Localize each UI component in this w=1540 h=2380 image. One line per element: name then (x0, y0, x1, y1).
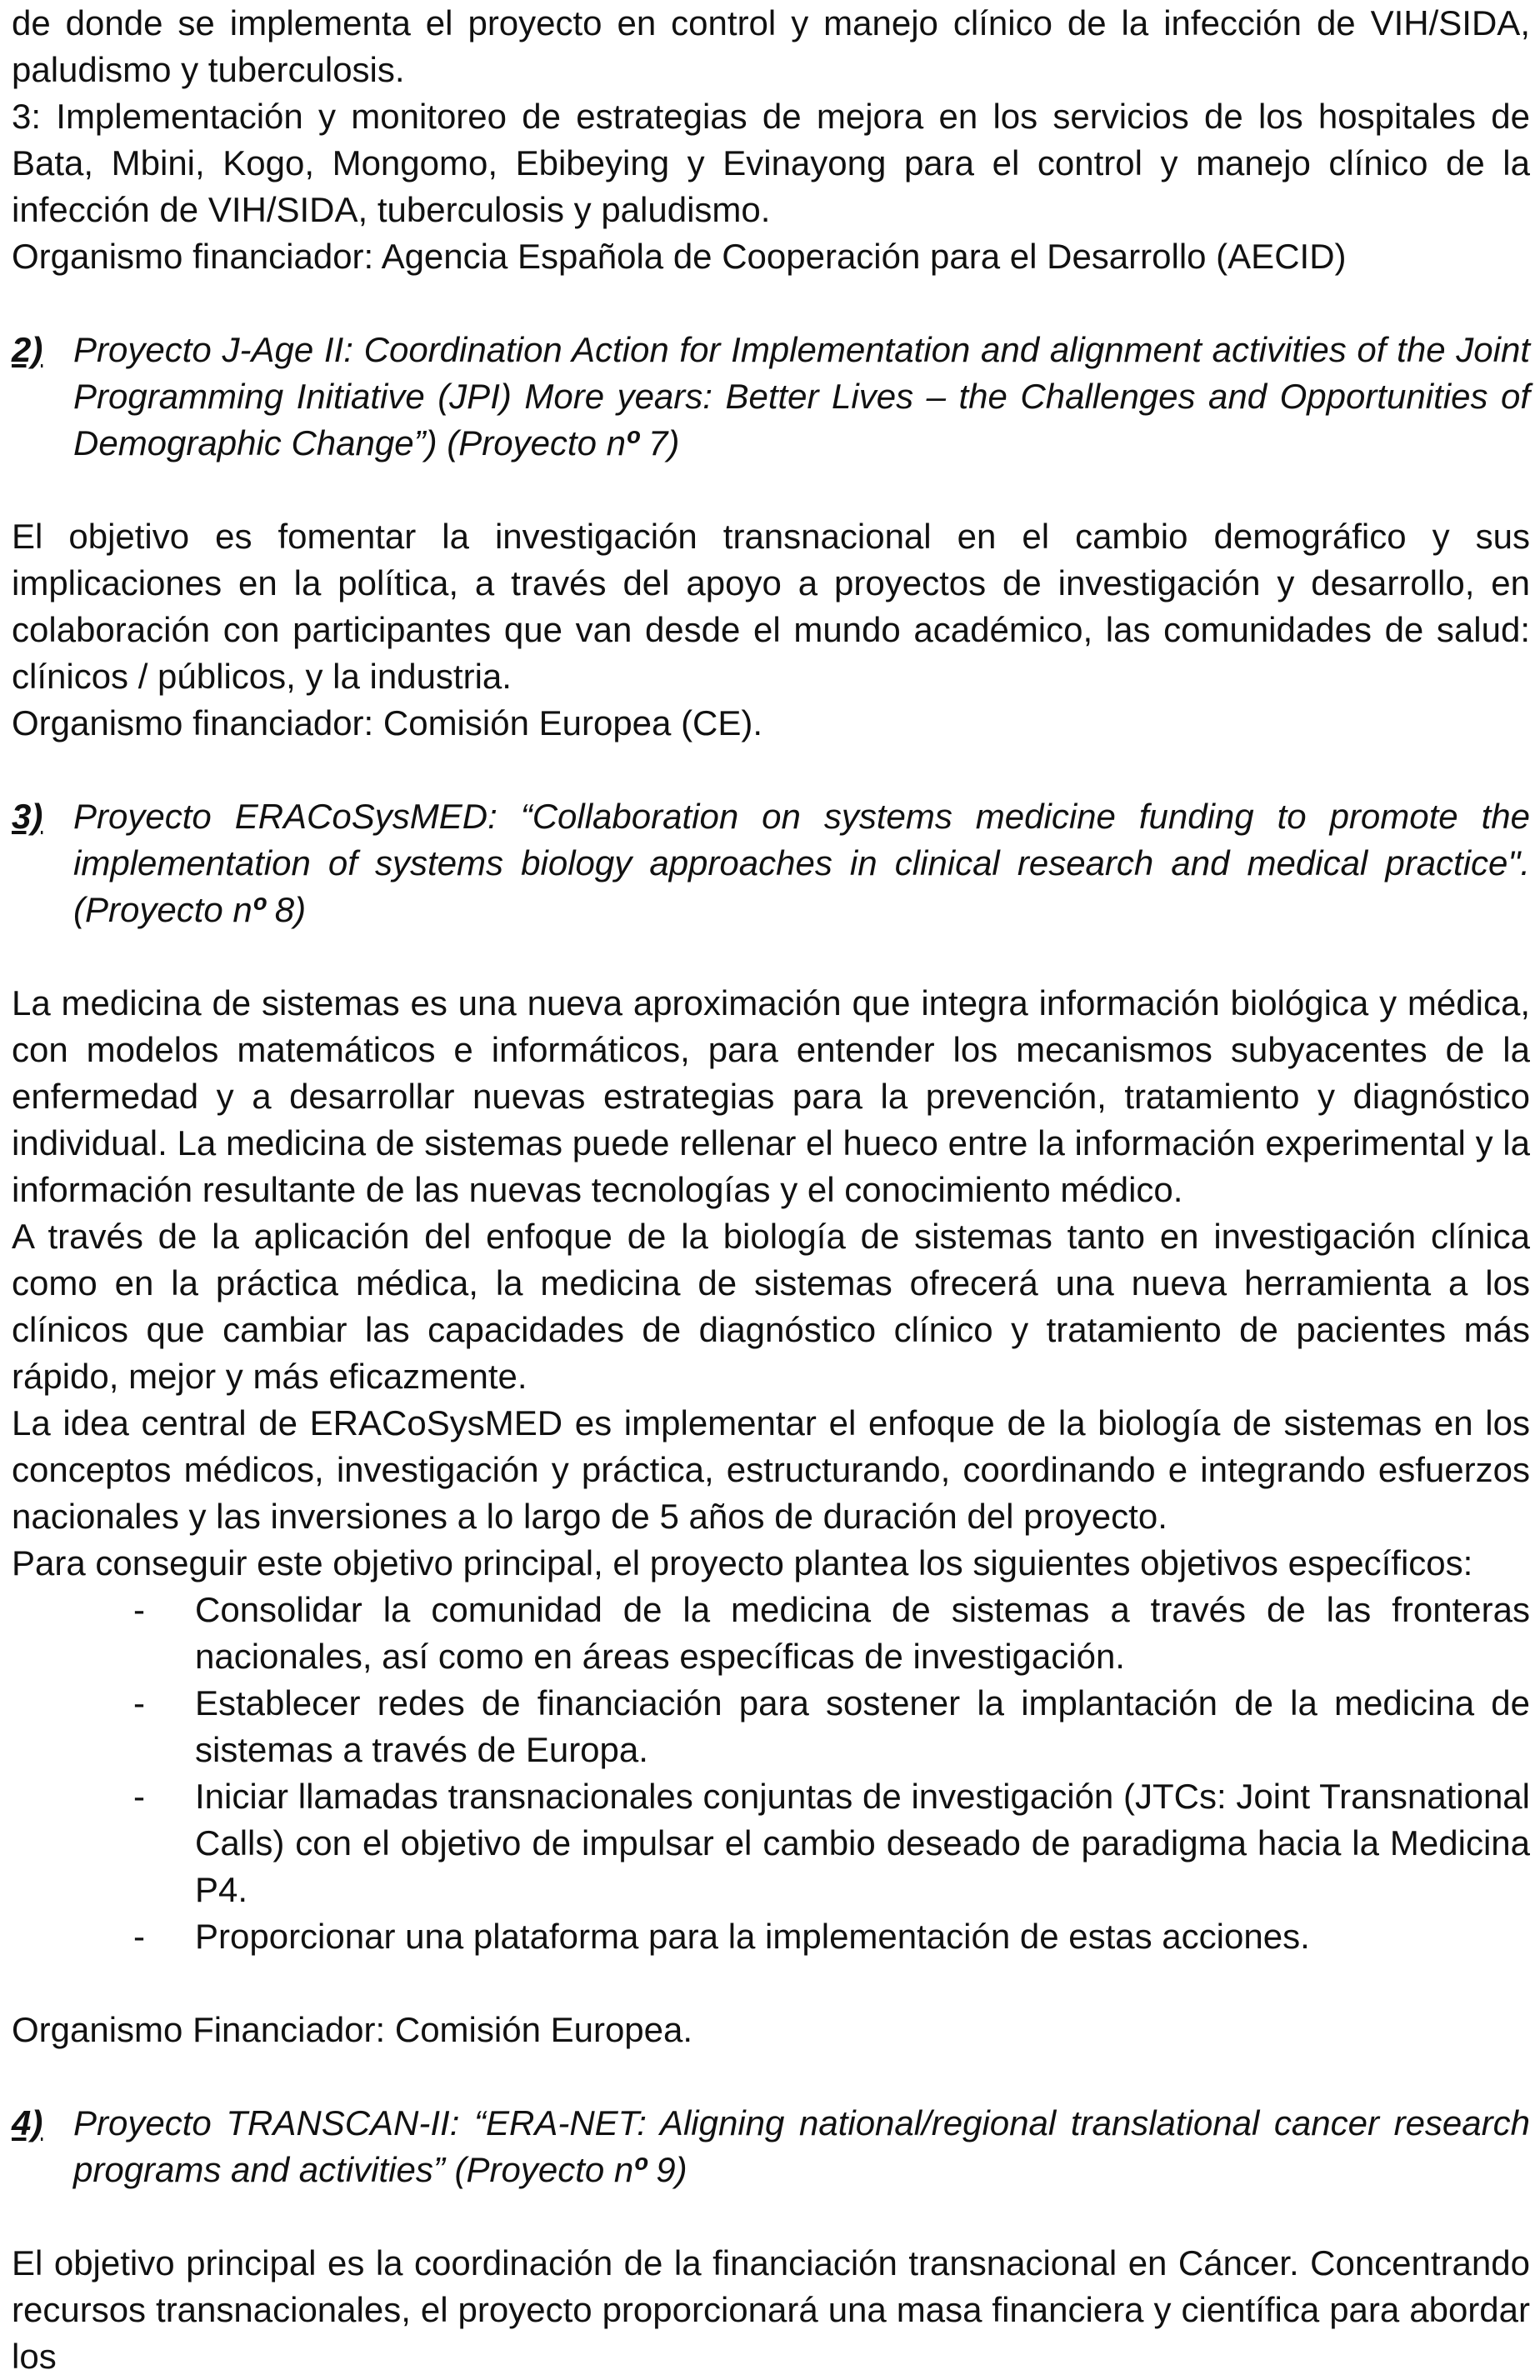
list-item-text: Proporcionar una plataforma para la implementación de estas acciones. (195, 1917, 1310, 1956)
intro-paragraph-1: de donde se implementa el proyecto en control y manejo clínico de la infección de VIH/SIDA, paludismo y tuberculosis. (12, 3, 1530, 89)
project-4-title-end: 9) (646, 2150, 688, 2189)
project-3-title: Proyecto ERACoSysMED: “Collaboration on systems medicine funding to promote the implementation of systems biology approaches in clinical research and medical practice".(Proyecto n (73, 797, 1530, 929)
list-item (12, 1913, 1530, 1960)
project-3-paragraph-3: La idea central de ERACoSysMED es implementar el enfoque de la biología de sistemas en los conceptos médicos, investigación y práctica, estructurando, coordinando e integrando esfuerzos nacionales y las inversiones a lo largo de 5 años de duración del proyecto. (12, 1403, 1530, 1536)
list-item (12, 1680, 1530, 1773)
project-2-title-end: 7) (638, 423, 680, 462)
project-3-ordinal: º (252, 890, 266, 929)
project-3-paragraph-2: A través de la aplicación del enfoque de la biología de sistemas tanto en investigación clínica como en la práctica médica, la medicina de sistemas ofrecerá una nueva herramienta a los clínicos que cambiar las capacidades de diagnóstico clínico y tratamiento de pacientes más rápido, mejor y más eficazmente. (12, 1217, 1530, 1396)
project-4-title: Proyecto TRANSCAN-II: “ERA-NET: Aligning national/regional translational cancer research programs and activities” (Proyecto n (73, 2103, 1530, 2189)
project-3-objectives-list (12, 1587, 1530, 1960)
list-dash: - (133, 1683, 145, 1722)
project-3-paragraph-1: La medicina de sistemas es una nueva aproximación que integra información biológica y médica, con modelos matemáticos e informáticos, para entender los mecanismos subyacentes de la enfermedad y a desarrollar nuevas estrategias para la prevención, tratamiento y diagnóstico individual. La medicina de sistemas puede rellenar el hueco entre la información experimental y la información resultante de las nuevas tecnologías y el conocimiento médico. (12, 983, 1530, 1209)
project-3-paragraph-4: Para conseguir este objetivo principal, el proyecto plantea los siguientes objetivos específicos: (12, 1543, 1473, 1582)
intro-paragraph-2: 3: Implementación y monitoreo de estrategias de mejora en los servicios de los hospitales de Bata, Mbini, Kogo, Mongomo, Ebibeying y Evinayong para el control y manejo clínico de la infección de VIH/SIDA, tuberculosis y paludismo. (12, 97, 1530, 229)
list-item (12, 1773, 1530, 1913)
project-4-number: 4) (12, 2103, 43, 2142)
project-4-ordinal: º (633, 2150, 647, 2189)
list-item-text: Consolidar la comunidad de la medicina de sistemas a través de las fronteras nacionales, así como en áreas específicas de investigación. (195, 1590, 1530, 1676)
project-2-paragraph-1: El objetivo es fomentar la investigación transnacional en el cambio demográfico y sus implicaciones en la política, a través del apoyo a proyectos de investigación y desarrollo, en colaboración con participantes que van desde el mundo académico, las comunidades de salud: clínicos / públicos, y la industria. (12, 517, 1530, 696)
project-2-funder: Organismo financiador: Comisión Europea (CE). (12, 703, 763, 742)
list-dash: - (133, 1917, 145, 1956)
project-3-heading (12, 793, 1530, 933)
list-dash: - (133, 1777, 145, 1816)
project-2-heading (12, 327, 1530, 467)
project-4-paragraph-1: El objetivo principal es la coordinación de la financiación transnacional en Cáncer. Concentrando recursos transnacionales, el proyecto proporcionará una masa financiera y científica para abordar los (12, 2243, 1530, 2376)
project-2-title: Proyecto J-Age II: Coordination Action for Implementation and alignment activities of the Joint Programming Initiative (JPI) More years: Better Lives – the Challenges and Opportunities of Demographic Change”) (Proyecto n (73, 330, 1530, 462)
project-3-number: 3) (12, 797, 43, 836)
project-4-heading (12, 2100, 1530, 2193)
intro-funder: Organismo financiador: Agencia Española de Cooperación para el Desarrollo (AECID) (12, 237, 1347, 276)
list-item-text: Iniciar llamadas transnacionales conjuntas de investigación (JTCs: Joint Transnational Calls) con el objetivo de impulsar el cambio deseado de paradigma hacia la Medicina P4. (195, 1777, 1530, 1909)
project-3-title-end: 8) (265, 890, 307, 929)
document-page (12, 0, 1530, 2380)
list-item (12, 1587, 1530, 1680)
list-dash: - (133, 1590, 145, 1629)
project-2-ordinal: º (625, 423, 639, 462)
project-2-number: 2) (12, 330, 43, 369)
list-item-text: Establecer redes de financiación para sostener la implantación de la medicina de sistemas a través de Europa. (195, 1683, 1530, 1769)
project-3-funder: Organismo Financiador: Comisión Europea. (12, 2010, 693, 2049)
